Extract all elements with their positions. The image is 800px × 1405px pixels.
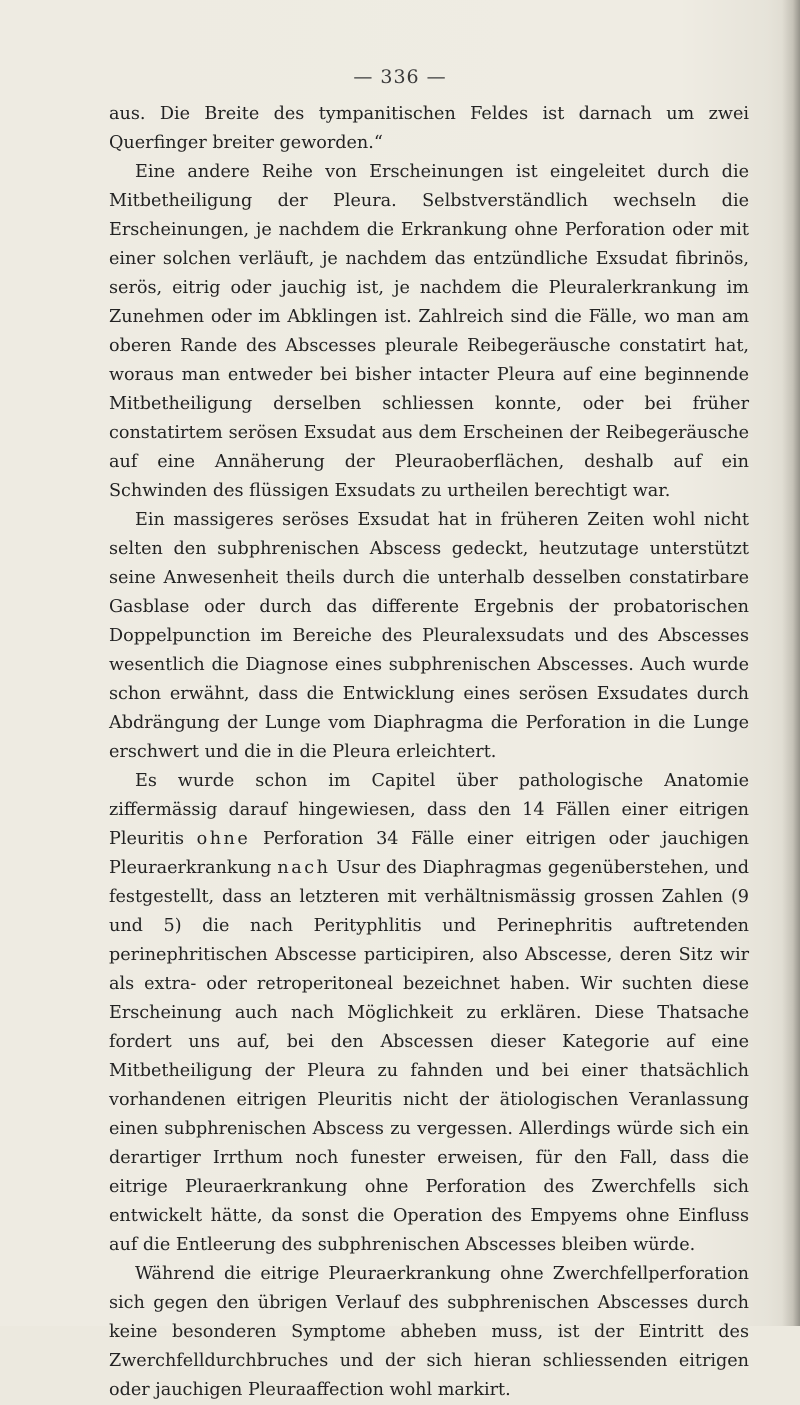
text-segment: Während die eitrige Pleuraerkrankung ohne Zwerchfellperforation sich gegen den übrigen Verlauf des subphrenischen Abscesses durch keine besonderen Symptome abheben muss, ist der Eintritt des Zwerchfelldurchbruches und der sich hieran schliessenden eitrigen oder jauchigen Pleuraaffection wohl markirt. [109,1264,749,1400]
paragraph-diaphragm-perforation [109,1260,749,1405]
page-text-body [109,100,749,1405]
text-segment: Eine andere Reihe von Erscheinungen ist eingeleitet durch die Mitbetheiligung der Pleura. Selbstverständlich wechseln die Erscheinungen, je nachdem die Erkrankung ohne Perforation oder mit einer solchen verläuft, je nachdem das entzündliche Exsudat fibrinös, serös, eitrig oder jauchig ist, je nachdem die Pleuralerkrankung im Zunehmen oder im Abklingen ist. Zahlreich sind die Fälle, wo man am oberen Rande des Abscesses pleurale Reibegeräusche constatirt hat, woraus man entweder bei bisher intacter Pleura auf eine beginnende Mitbetheiligung derselben schliessen konnte, oder bei früher constatirtem serösen Exsudat aus dem Erscheinen der Reibegeräusche auf eine Annäherung der Pleuraoberflächen, deshalb auf ein Schwinden des flüssigen Exsudats zu urtheilen berechtigt war. [109,162,749,501]
page-number: — 336 — [353,66,447,88]
spaced-emphasis-nach: nach [277,858,331,878]
text-segment: Es wurde schon im Capitel über pathologische Anatomie ziffermässig darauf hingewiesen, dass den 14 Fällen einer eitrigen Pleuritis [109,771,749,849]
page-edge-shadow [782,0,800,1326]
paragraph-pleura-involvement [109,158,749,506]
text-segment: Usur des Diaphragmas gegenüberstehen, und festgestellt, dass an letzteren mit verhältnismässig grossen Zahlen (9 und 5) die nach Perityphlitis und Perinephritis auftretenden perinephritischen Abscesse participiren, also Abscesse, deren Sitz wir als extra- oder retroperitoneal bezeichnet haben. Wir suchten diese Erscheinung auch nach Möglichkeit zu erklären. Diese Thatsache fordert uns auf, bei den Abscessen dieser Kategorie auf eine Mitbetheiligung der Pleura zu fahnden und bei einer thatsächlich vorhandenen eitrigen Pleuritis nicht der ätiologischen Veranlassung einen subphrenischen Abscess zu vergessen. Allerdings würde sich ein derartiger Irrthum noch funester erweisen, für den Fall, dass die eitrige Pleuraerkrankung ohne Perforation des Zwerchfells sich entwickelt hätte, da sonst die Operation des Empyems ohne Einfluss auf die Entleerung des subphrenischen Abscesses bleiben würde. [109,858,749,1255]
paragraph-continuation [109,100,749,158]
text-segment: aus. Die Breite des tympanitischen Feldes ist darnach um zwei Querfinger breiter geworden.“ [109,104,749,153]
paragraph-pathological-anatomy [109,767,749,1260]
text-segment: Ein massigeres seröses Exsudat hat in früheren Zeiten wohl nicht selten den subphrenischen Abscess gedeckt, heutzutage unterstützt seine Anwesenheit theils durch die unterhalb desselben constatirbare Gasblase oder durch das differente Ergebnis der probatorischen Doppelpunction im Bereiche des Pleuralexsudats und des Abscesses wesentlich die Diagnose eines subphrenischen Abscesses. Auch wurde schon erwähnt, dass die Entwicklung eines serösen Exsudates durch Abdrängung der Lunge vom Diaphragma die Perforation in die Lunge erschwert und die in die Pleura erleichtert. [109,510,749,762]
spaced-emphasis-ohne: ohne [196,829,251,849]
text-segment: Perforation 34 Fälle einer eitrigen oder jauchigen Pleuraerkrankung [109,829,749,878]
paragraph-serous-exsudate [109,506,749,767]
